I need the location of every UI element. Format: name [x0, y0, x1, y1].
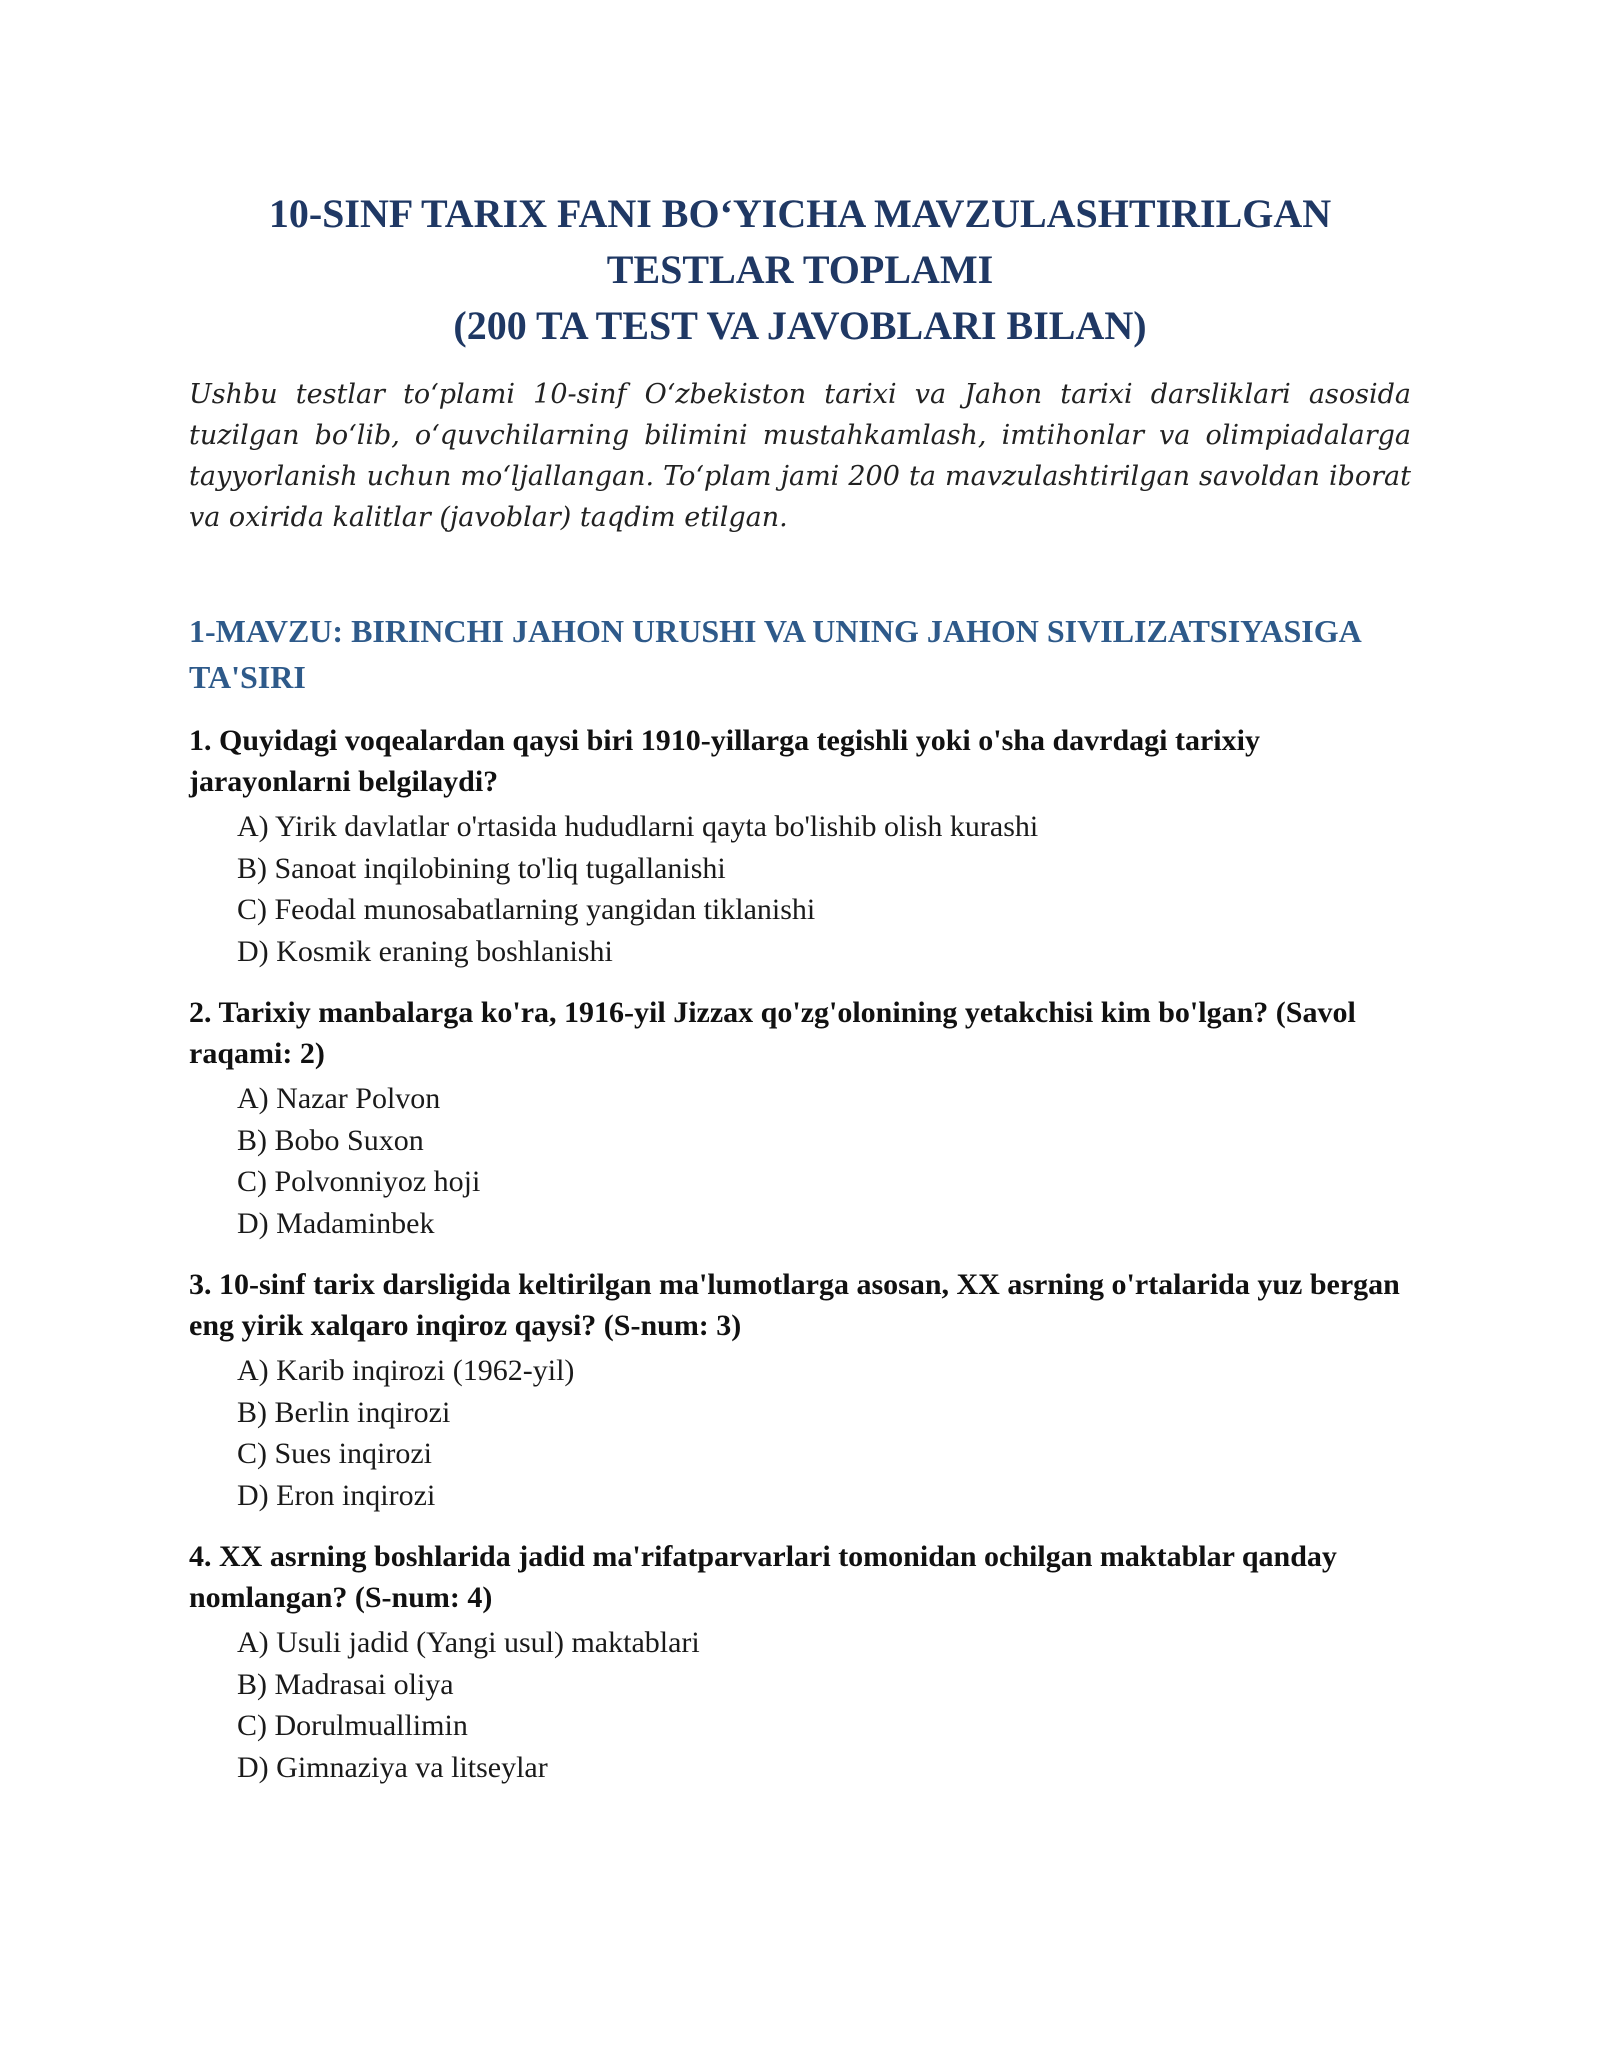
option-c: C) Sues inqirozi: [237, 1437, 432, 1470]
option-a: A) Karib inqirozi (1962-yil): [237, 1354, 575, 1387]
option-d: D) Eron inqirozi: [237, 1478, 436, 1512]
title-line-3: (200 TA TEST VA JAVOBLARI BILAN): [453, 303, 1147, 348]
option-a: A) Usuli jadid (Yangi usul) maktablari: [237, 1626, 700, 1659]
intro-paragraph: Ushbu testlar to‘plami 10-sinf O‘zbekiston tarixi va Jahon tarixi darsliklari asosida tuzilgan bo‘lib, o‘quvchilarning bilimini mustahkamlash, imtihonlar va olimpiadalarga tayyorlanish uchun mo‘ljallangan. To‘plam jami 200 ta mavzulashtirilgan savoldan iborat va oxirida kalitlar (javoblar) taqdim etilgan.: [189, 379, 1411, 533]
title-line-1: 10-SINF TARIX FANI BO‘YICHA MAVZULASHTIRILGAN: [268, 191, 1332, 236]
answer-options: [189, 806, 1411, 972]
option-d: D) Gimnaziya va litseylar: [237, 1750, 548, 1784]
question-text: 4. XX asrning boshlarida jadid ma'rifatparvarlari tomonidan ochilgan maktablar qanday nomlangan? (S-num: 4): [189, 1540, 1337, 1614]
question-2: [189, 992, 1411, 1244]
title-line-2: TESTLAR TOPLAMI: [606, 247, 994, 292]
option-c: C) Polvonniyoz hoji: [237, 1165, 481, 1198]
question-3: [189, 1264, 1411, 1516]
document-title: [189, 186, 1411, 354]
option-d: D) Kosmik eraning boshlanishi: [237, 934, 613, 968]
option-b: B) Berlin inqirozi: [237, 1395, 451, 1429]
question-text: 3. 10-sinf tarix darsligida keltirilgan ma'lumotlarga asosan, XX asrning o'rtalarida yuz bergan eng yirik xalqaro inqiroz qaysi? (S-num: 3): [189, 1268, 1400, 1342]
question-text: 2. Tarixiy manbalarga ko'ra, 1916-yil Jizzax qo'zg'olonining yetakchisi kim bo'lgan? (Savol raqami: 2): [189, 996, 1356, 1070]
document-page: [189, 186, 1411, 1788]
question-text: 1. Quyidagi voqealardan qaysi biri 1910-yillarga tegishli yoki o'sha davrdagi tarixiy jarayonlarni belgilaydi?: [189, 724, 1260, 798]
answer-options: [189, 1622, 1411, 1788]
section-heading: 1-MAVZU: BIRINCHI JAHON URUSHI VA UNING JAHON SIVILIZATSIYASIGA TA'SIRI: [189, 613, 1360, 695]
option-a: A) Yirik davlatlar o'rtasida hududlarni qayta bo'lishib olish kurashi: [237, 810, 1039, 843]
option-a: A) Nazar Polvon: [237, 1082, 441, 1115]
answer-options: [189, 1078, 1411, 1244]
option-b: B) Bobo Suxon: [237, 1123, 424, 1157]
question-4: [189, 1536, 1411, 1788]
answer-options: [189, 1350, 1411, 1516]
option-d: D) Madaminbek: [237, 1206, 435, 1240]
option-b: B) Madrasai oliya: [237, 1667, 454, 1701]
option-c: C) Feodal munosabatlarning yangidan tiklanishi: [237, 893, 816, 926]
option-b: B) Sanoat inqilobining to'liq tugallanishi: [237, 851, 726, 885]
question-1: [189, 720, 1411, 972]
option-c: C) Dorulmuallimin: [237, 1709, 468, 1742]
